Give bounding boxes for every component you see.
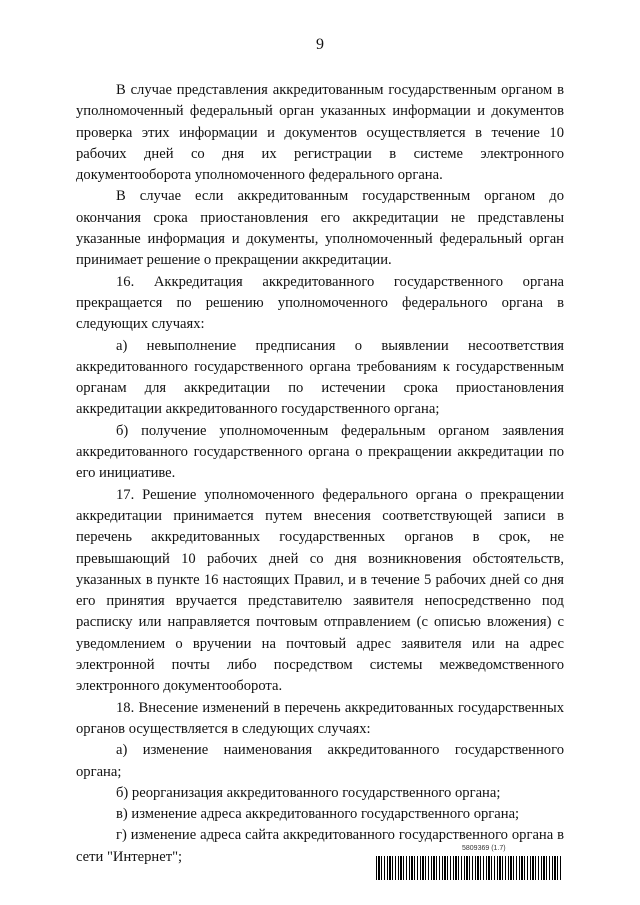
page-number: 9 [316, 36, 324, 53]
paragraph-item-16a: а) невыполнение предписания о выявлении несоответствия аккредитованного государственного органа требованиям к государственным органам для аккредитации по истечении срока приостановления аккредитации аккредитованного государственного органа; [76, 337, 564, 418]
paragraph-item-18g: г) изменение адреса сайта аккредитованного государственного органа в сети "Интернет"; [76, 827, 564, 865]
paragraph-nonsubmission: В случае если аккредитованным государственным органом до окончания срока приостановления его аккредитации не представлены указанные информация и документы, уполномоченный федеральный орган принимает решение о прекращении аккредитации. [76, 188, 564, 269]
document-body [76, 80, 564, 868]
paragraph-item-18a: а) изменение наименования аккредитованного государственного органа; [76, 742, 564, 780]
paragraph-item-17: 17. Решение уполномоченного федерального органа о прекращении аккредитации принимается путем внесения соответствующей записи в перечень аккредитованных государственных органов в срок, не превышающий 10 рабочих дней со дня возникновения обстоятельств, указанных в пункте 16 настоящих Правил, и в течение 5 рабочих дней со дня его принятия вручается представителю заявителя непосредственно под расписку или направляется почтовым отправлением (с описью вложения) с уведомлением о вручении на почтовый адрес заявителя или на адрес электронной почты либо посредством системы межведомственного электронного документооборота. [76, 486, 564, 695]
paragraph-item-18b: б) реорганизация аккредитованного государственного органа; [116, 784, 501, 801]
barcode-label: 5809369 (1.7) [462, 845, 506, 852]
paragraph-item-18v: в) изменение адреса аккредитованного государственного органа; [116, 806, 520, 823]
paragraph-item-16: 16. Аккредитация аккредитованного государственного органа прекращается по решению уполномоченного федерального органа в следующих случаях: [76, 273, 564, 333]
barcode-image [376, 856, 562, 880]
paragraph-item-16b: б) получение уполномоченным федеральным органом заявления аккредитованного государственного органа о прекращении аккредитации по его инициативе. [76, 422, 564, 482]
paragraph-submission-review: В случае представления аккредитованным государственным органом в уполномоченный федеральный орган указанных информации и документов проверка этих информации и документов осуществляется в течение 10 рабочих дней со дня их регистрации в системе электронного документооборота уполномоченного федерального органа. [76, 82, 564, 184]
paragraph-item-18: 18. Внесение изменений в перечень аккредитованных государственных органов осуществляется в следующих случаях: [76, 699, 564, 737]
